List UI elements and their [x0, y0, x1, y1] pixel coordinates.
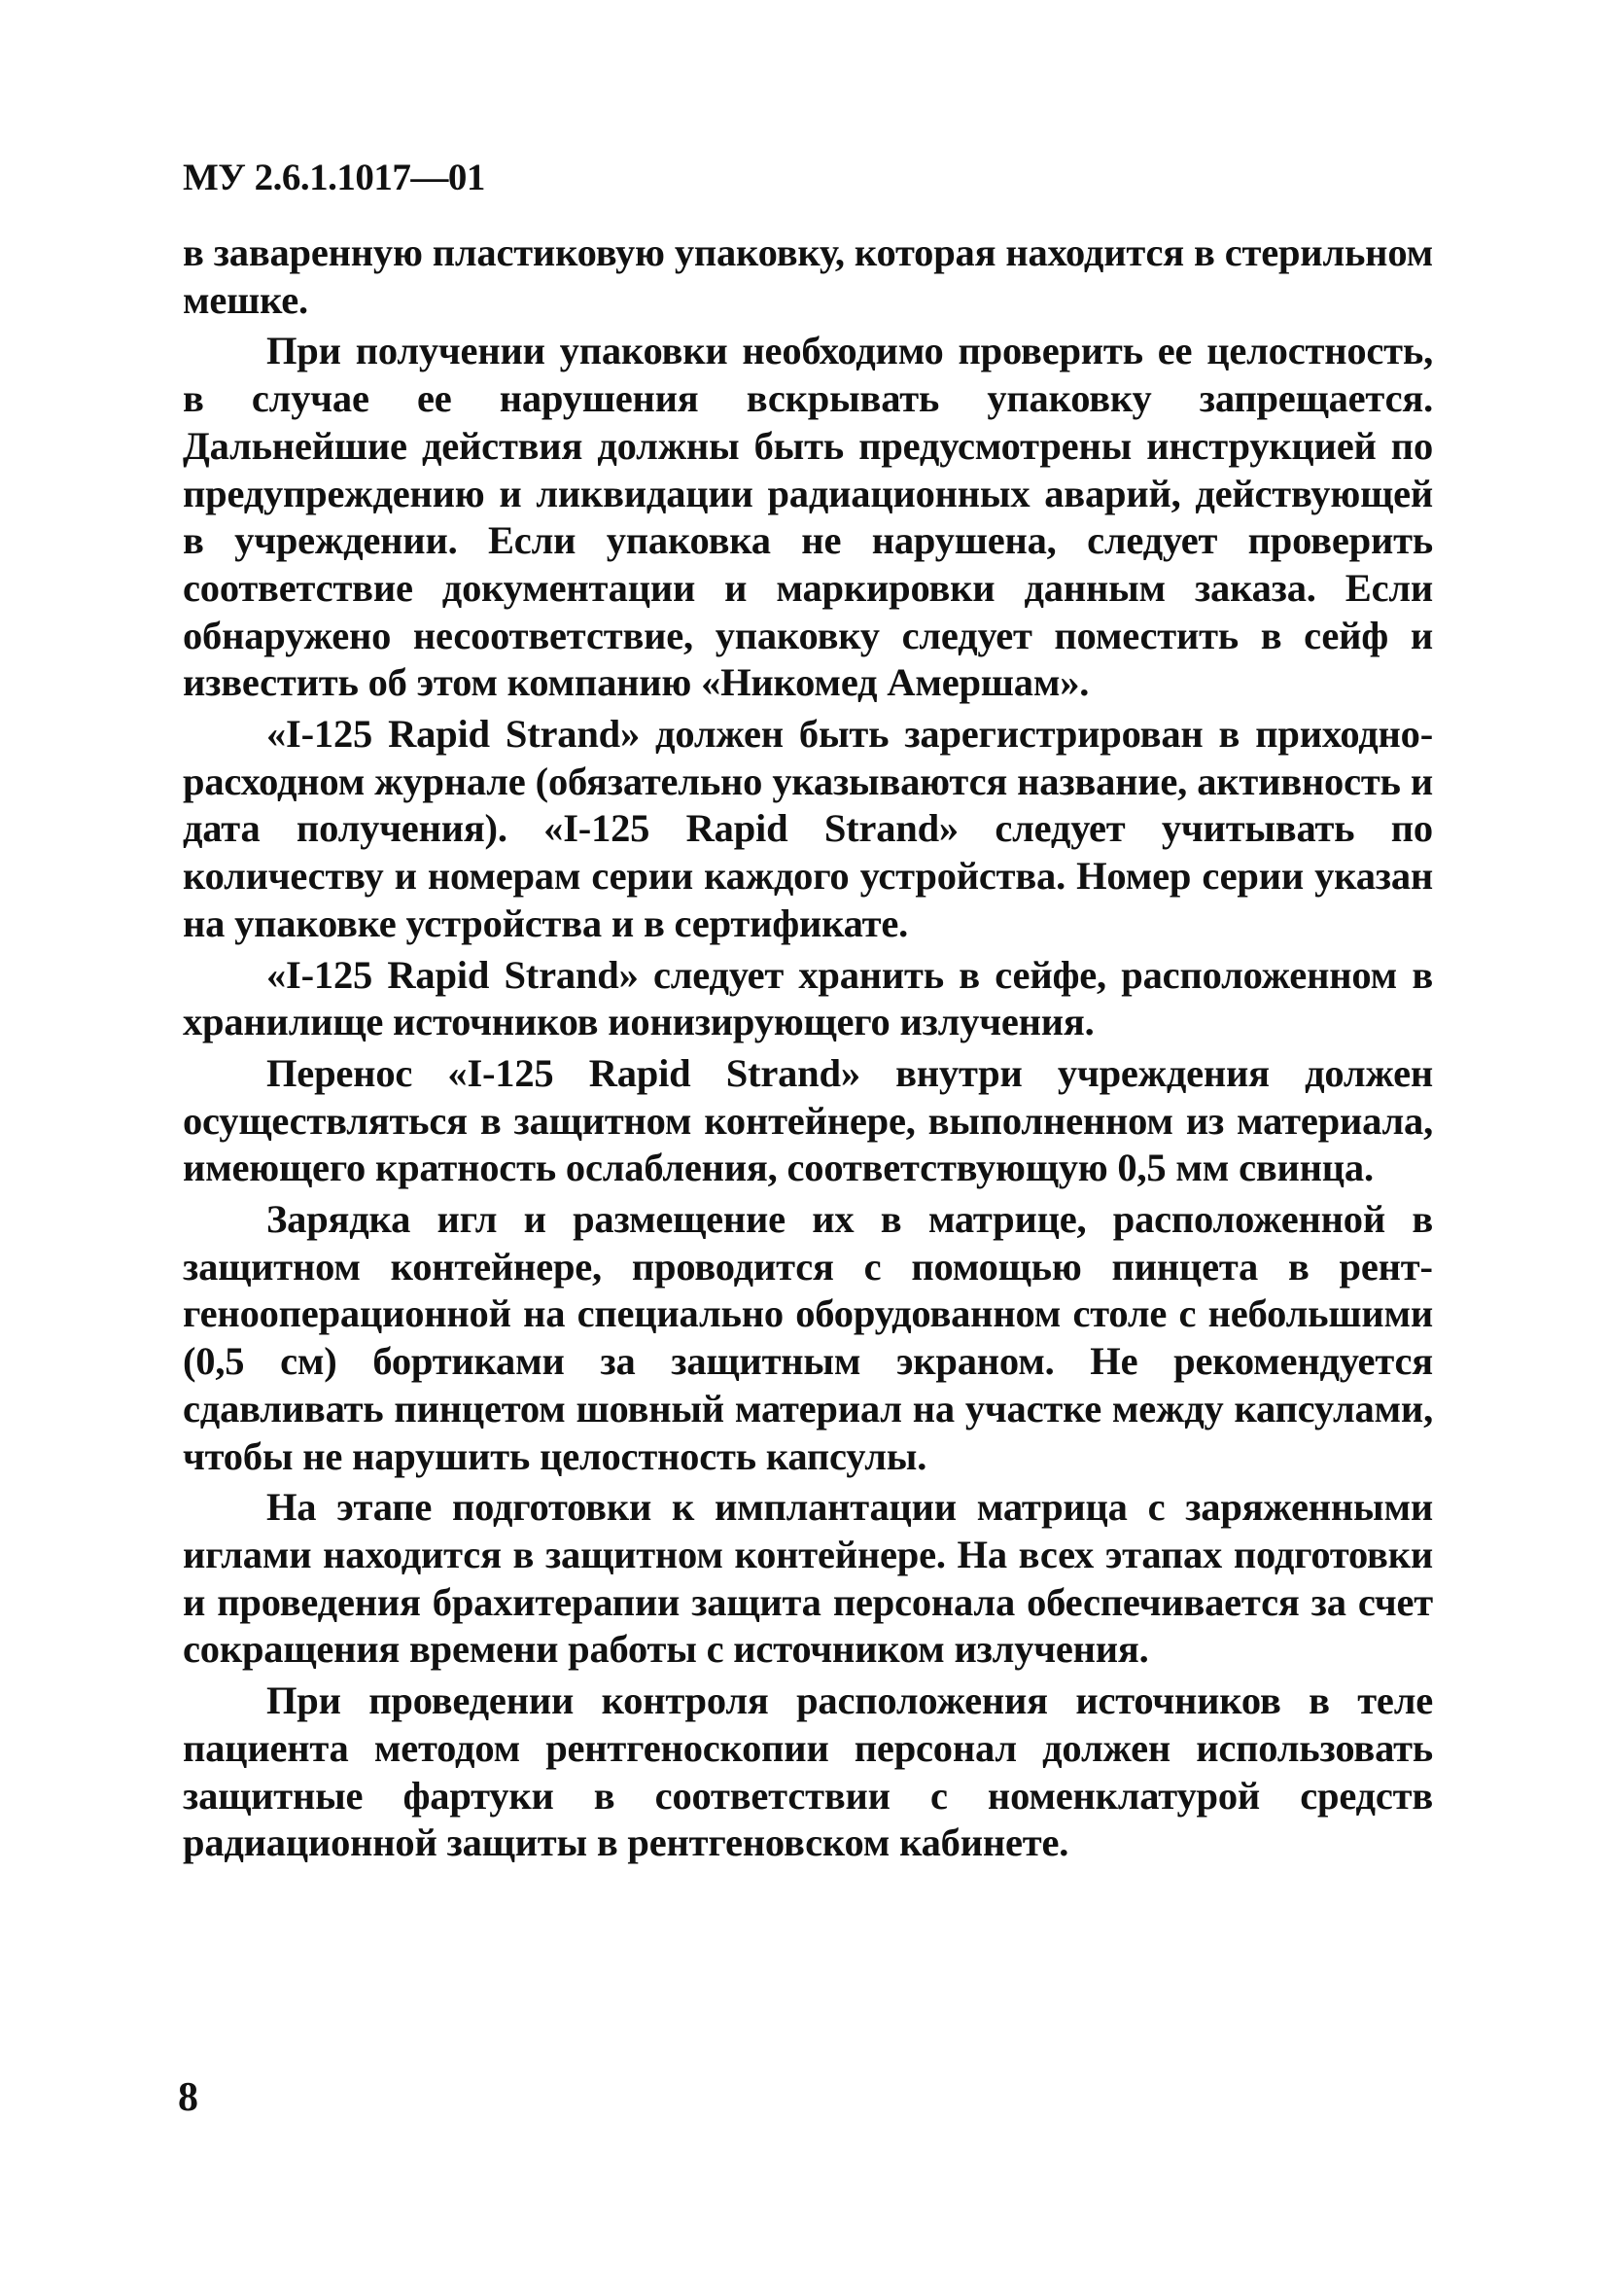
body-text	[183, 230, 1433, 1867]
document-code-header: МУ 2.6.1.1017—01	[183, 157, 485, 198]
page-number: 8	[178, 2075, 198, 2120]
paragraph-transport: Перенос «I-125 Rapid Strand» внутри учреждения должен осуществляться в защитном контейнере, выполненном из материала, имеющего кратность ослабления, соответствующую 0,5 мм свинца.	[183, 1050, 1433, 1190]
paragraph-registration: «I-125 Rapid Strand» должен быть зарегистрирован в приходно-расходном журнале (обязательно указываются название, активность и дата получения). «I-125 Rapid Strand» следует учитывать по количеству и номерам серии каждого устройства. Номер серии указан на упаковке устройства и в сертификате.	[183, 712, 1433, 945]
paragraph-implantation-prep: На этапе подготовки к имплантации матрица с заряженными иглами находится в защитном контейнере. На всех этапах подготовки и проведения брахитерапии защита персонала обеспечивается за счет сокращения времени работы с источником излучения.	[183, 1485, 1433, 1672]
paragraph-needle-loading: Зарядка игл и размещение их в матрице, расположенной в защитном контейнере, проводится с помощью пинцета в рентгенооперационной на специально оборудованном столе с небольшими (0,5 см) бортиками за защитным экраном. Не рекомендуется сдавливать пинцетом шовный материал на участке между капсулами, чтобы не нарушить целостность капсулы.	[183, 1197, 1433, 1478]
paragraph-package-inspection: При получении упаковки необходимо проверить ее целостность, в случае ее нарушения вскрывать упаковку запрещается. Дальнейшие действия должны быть предусмотрены инструкцией по предупреждению и ликвидации радиационных аварий, действующей в учреждении. Если упаковка не нарушена, следует проверить соответствие документации и маркировки данным заказа. Если обнаружено несоответствие, упаковку следует поместить в сейф и известить об этом компанию «Никомед Амершам».	[183, 329, 1433, 705]
paragraph-fluoroscopy-control: При проведении контроля расположения источников в теле пациента методом рентгеноскопии персонал должен использовать защитные фартуки в соответствии с номенклатурой средств радиационной защиты в рентгеновском кабинете.	[183, 1678, 1433, 1865]
paragraph-continuation: в заваренную пластиковую упаковку, которая находится в стерильном мешке.	[183, 230, 1433, 322]
paragraph-storage: «I-125 Rapid Strand» следует хранить в сейфе, расположенном в хранилище источников ионизирующего излучения.	[183, 952, 1433, 1044]
